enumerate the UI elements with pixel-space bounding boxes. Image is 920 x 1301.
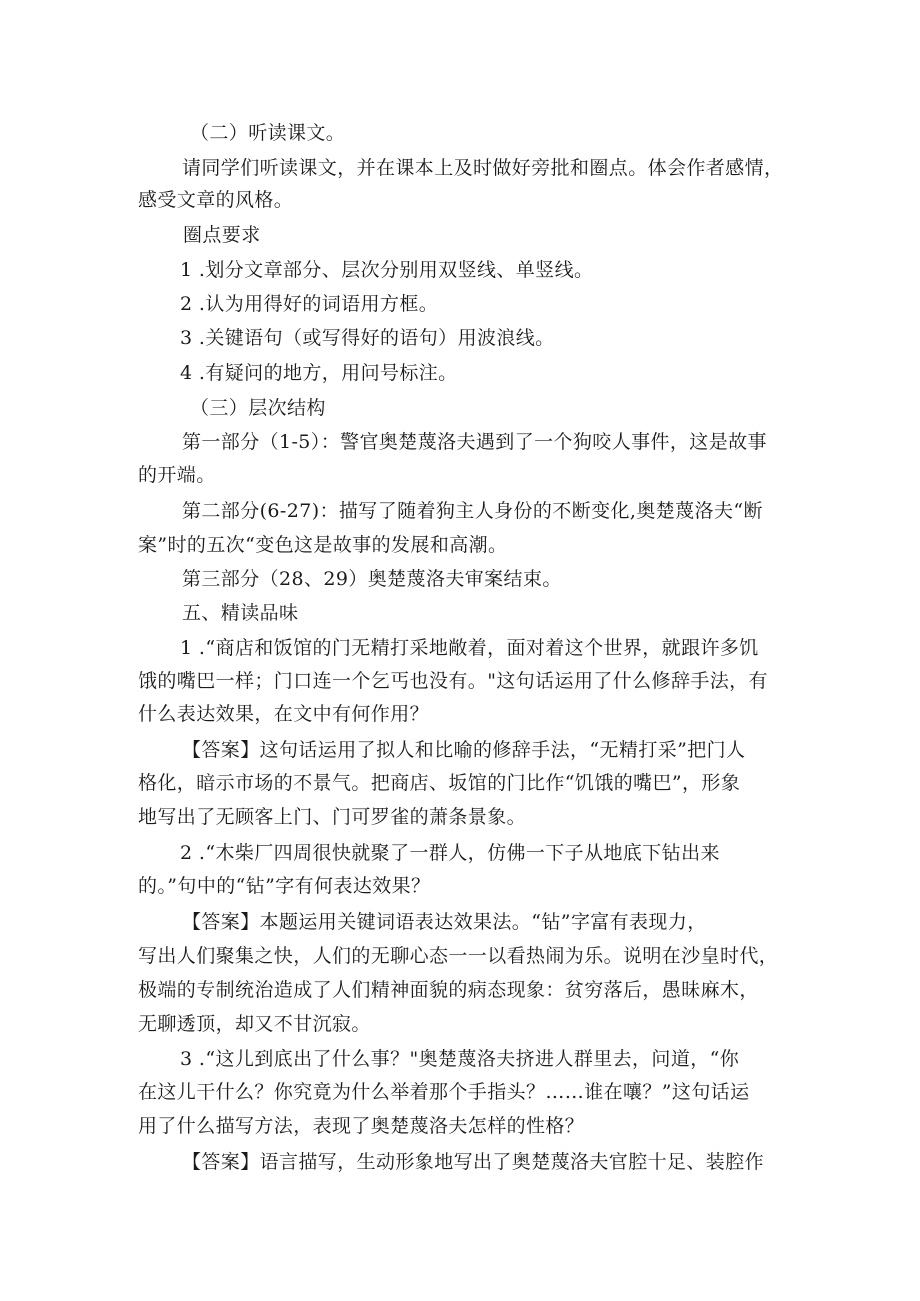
answer-line: 写出人们聚集之快，人们的无聊心态一一以看热闹为乐。说明在沙皇时代， bbox=[138, 945, 779, 967]
list-item: 2 .认为用得好的词语用方框。 bbox=[180, 293, 439, 315]
paragraph-line: 案”时的五次“变色这是故事的发展和高潮。 bbox=[138, 534, 508, 556]
answer-line: 【答案】语言描写，生动形象地写出了奥楚蔑洛夫官腔十足、装腔作 bbox=[182, 1151, 765, 1173]
answer-line: 地写出了无顾客上门、门可罗雀的萧条景象。 bbox=[138, 806, 527, 828]
list-item: 3 .关键语句（或写得好的语句）用波浪线。 bbox=[180, 327, 555, 349]
answer-line: 【答案】本题运用关键词语表达效果法。“钻”字富有表现力， bbox=[182, 911, 707, 933]
paragraph-line: 第三部分（28、29）奥楚蔑洛夫审案结束。 bbox=[182, 568, 562, 590]
answer-line: 无聊透顶，却又不甘沉寂。 bbox=[138, 1013, 371, 1035]
question-line: 1 .“商店和饭馆的门无精打采地敞着，面对着这个世界，就跟许多饥 bbox=[180, 637, 759, 659]
paragraph-line: 的开端。 bbox=[138, 464, 216, 486]
paragraph-line: 请同学们听读课文，并在课本上及时做好旁批和圈点。体会作者感情， bbox=[182, 157, 784, 179]
paragraph-line: 第二部分(6-27)：描写了随着狗主人身份的不断变化,奥楚蔑洛夫“断 bbox=[182, 500, 763, 522]
answer-line: 极端的专制统治造成了人们精神面貌的病态现象：贫穷落后，愚昧麻木， bbox=[138, 979, 759, 1001]
question-line: 2 .“木柴厂四周很快就聚了一群人，仿佛一下子从地底下钻出来 bbox=[180, 842, 720, 864]
heading-structure: （三）层次结构 bbox=[190, 397, 326, 419]
question-line: 在这儿干什么？你究竟为什么举着那个手指头？……谁在嚷？”这句话运 bbox=[138, 1081, 750, 1103]
question-line: 什么表达效果，在文中有何作用？ bbox=[138, 703, 430, 725]
paragraph-line: 感受文章的风格。 bbox=[138, 189, 294, 211]
question-line: 饿的嘴巴一样；门口连一个乞丐也没有。"这句话运用了什么修辞手法，有 bbox=[138, 670, 768, 692]
list-item: 4 .有疑问的地方，用问号标注。 bbox=[180, 362, 458, 384]
question-line: 用了什么描写方法，表现了奥楚蔑洛夫怎样的性格？ bbox=[138, 1115, 585, 1137]
heading-close-reading: 五、精读品味 bbox=[182, 602, 299, 624]
heading-annotation-requirements: 圈点要求 bbox=[183, 224, 261, 246]
list-item: 1 .划分文章部分、层次分别用双竖线、单竖线。 bbox=[180, 259, 594, 281]
answer-line: 格化，暗示市场的不景气。把商店、坂馆的门比作“饥饿的嘴巴”，形象 bbox=[138, 772, 741, 794]
answer-line: 【答案】这句话运用了拟人和比喻的修辞手法，“无精打采”把门人 bbox=[182, 739, 746, 761]
question-line: 3 .“这儿到底出了什么事？"奥楚蔑洛夫挤进人群里去，问道，“你 bbox=[180, 1048, 740, 1070]
question-line: 的。”句中的“钻”字有何表达效果？ bbox=[138, 875, 431, 897]
heading-listen-read: （二）听读课文。 bbox=[190, 122, 346, 144]
paragraph-line: 第一部分（1-5）：警官奥楚蔑洛夫遇到了一个狗咬人事件，这是故事 bbox=[182, 431, 767, 453]
